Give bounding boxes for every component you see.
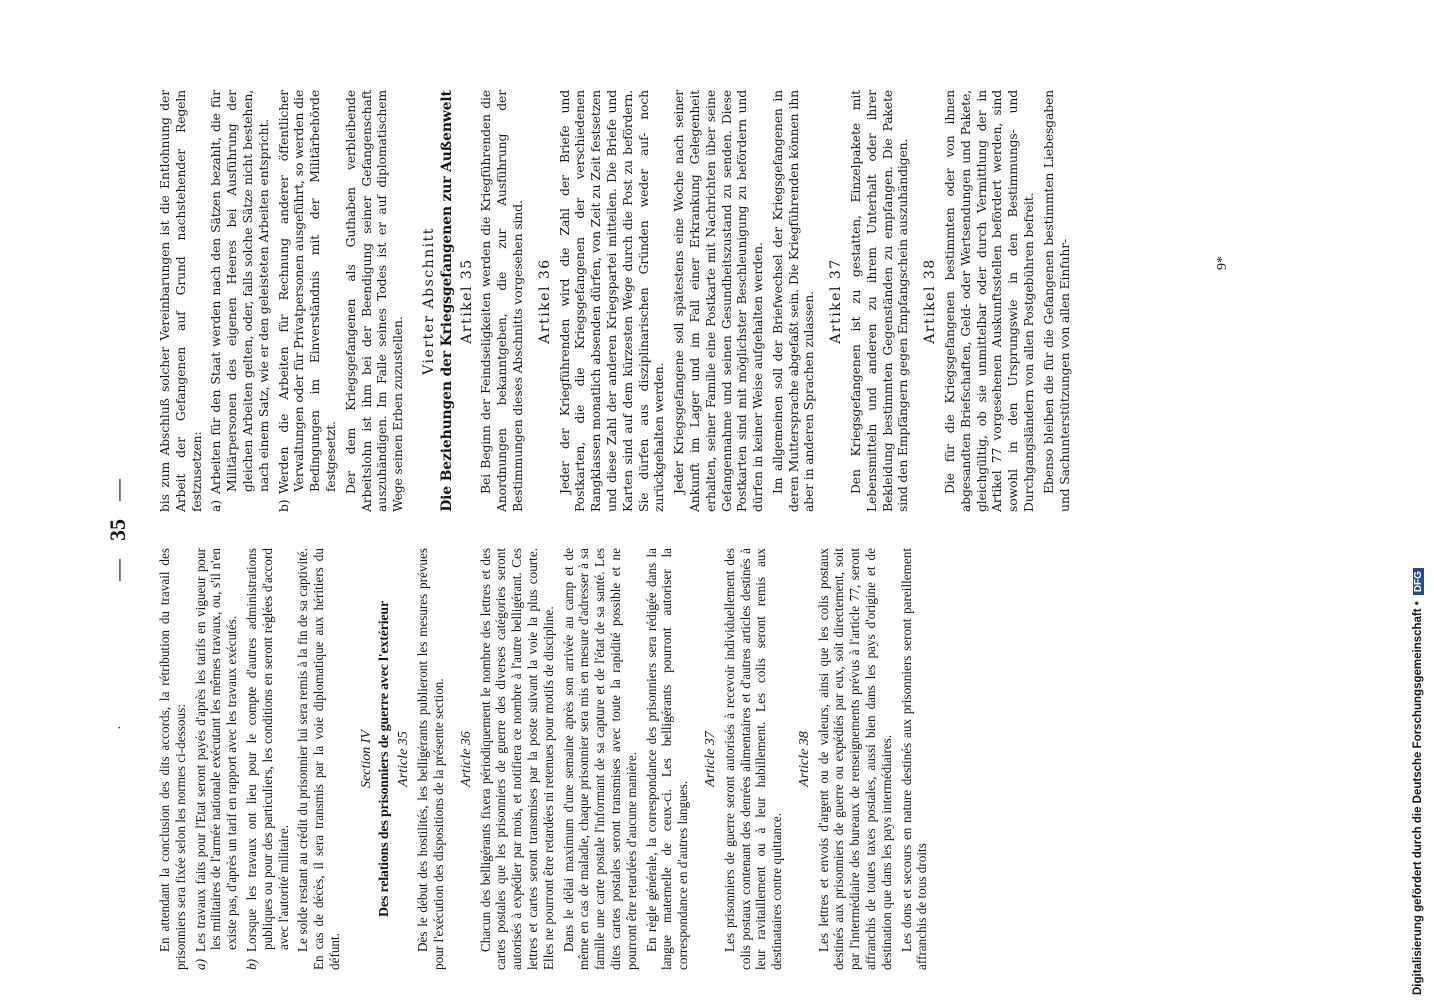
fr-article-heading: Article 37: [702, 731, 718, 787]
fr-list-text: Lorsque les travaux ont lieu pour le compte d'autres administrations publiques ou pour des particuliers, les conditions en seront réglées d'accord avec l'autorité militaire.: [243, 548, 291, 952]
fr-paragraph: Chacun des belligérants fixera périodiquement le nombre des lettres et des cartes postales que les prisonniers de guerre des diverses catégories seront autorisés à expédier par mois, et notifiera ce nombre à l'autre belligérant. Ces lettres et cartes seront transmises par la poste suivant la voie la plus courte. Elles ne pourront être retardées ni retenues pour motifs de discipline.: [477, 548, 556, 970]
dfg-logo: DFG: [1413, 568, 1424, 595]
digitization-credit: [1412, 5, 1424, 995]
fr-list-marker: b): [243, 959, 259, 970]
fr-section-title: Des relations des prisonniers de guerre avec l'extérieur: [376, 600, 392, 918]
fr-section-heading: Section IV: [358, 730, 374, 788]
de-article-heading: Artikel 37: [828, 258, 845, 344]
de-paragraph: Jeder der Kriegführenden wird die Zahl der Briefe und Postkarten, die die Kriegsgefangenen der verschiedenen Rangklassen monatlich absenden dürfen, von Zeit zu Zeit festsetzen und diese Zahl der anderen Kriegspartei mitteilen. Die Briefe und Karten sind auf dem kürzesten Wege durch die Post zu befördern. Sie dürfen aus disziplinarischen Gründen weder auf- noch zurückgehalten werden.: [556, 90, 667, 512]
header-dash-right: —: [105, 479, 130, 501]
fr-paragraph: En attendant la conclusion des dits accords, la rétribution du travail des prisonniers sera fixée selon les normes ci-dessous:: [157, 548, 188, 970]
fr-list-text: Les travaux faits pour l'Etat seront payés d'après les tarifs en vigueur pour les militaires de l'armée nationale exécutant les mêmes travaux, ou, s'il n'en existe pas, d'après un tarif en rapport avec les travaux exécutés.: [192, 548, 240, 952]
de-list-item-b: [276, 90, 339, 512]
de-list-marker: b): [275, 499, 291, 512]
fr-paragraph: Les dons et secours en nature destinés aux prisonniers seront pareillement affranchis de tous droits: [898, 548, 930, 970]
french-column: [157, 548, 934, 970]
de-paragraph: Die für die Kriegsgefangenen bestimmten oder von ihnen abgesandten Briefschaften, Geld- oder Wertsendungen und Pakete, gleichgültig, ob sie unmittelbar oder durch Vermittlung der in Artikel 77 vorgesehenen Auskunftsstellen befördert werden, sind sowohl in den Ursprungswie in den Bestimmungs- und Durchgangsländern von allen Postgebühren befreit.: [942, 90, 1037, 512]
page-number: 35: [105, 519, 130, 541]
digitization-credit-text: Digitalisierung gefördert durch die Deutsche Forschungsgemeinschaft •: [1412, 601, 1424, 995]
rotated-document-page: [95, 90, 1295, 970]
fr-article-heading: Article 35: [396, 731, 412, 787]
fr-list-item-b: [244, 548, 291, 970]
de-list-marker: a): [208, 500, 224, 512]
fr-paragraph: Dès le début des hostilités, les belligérants publieront les mesures prévues pour l'exécution des dispositions de la présente section.: [415, 548, 446, 970]
fr-paragraph: Dans le délai maximum d'une semaine après son arrivée au camp et de même en cas de maladie, chaque prisonnier sera mis en mesure d'adresser à sa famille une carte postale l'informant de sa capture et de l'état de sa santé. Les dites cartes postales seront transmises avec toute la rapidité possible et ne pourront être retardées d'aucune manière.: [560, 548, 639, 970]
de-paragraph: Jeder Kriegsgefangene soll spätestens eine Woche nach seiner Ankunft im Lager und im Fall einer Erkrankung Gelegenheit erhalten, seiner Familie eine Postkarte mit Nachrichten über seine Gefangennahme und seinen Gesundheitszustand zu senden. Diese Postkarten sind mit möglichster Beschleunigung zu befördern und dürfen in keiner Weise aufgehalten werden.: [671, 90, 766, 512]
fr-list-item-a: [193, 548, 240, 970]
fr-article-heading: Article 38: [796, 731, 812, 787]
de-article-heading: Artikel 36: [536, 258, 553, 344]
de-paragraph: bis zum Abschluß solcher Vereinbarungen ist die Entlohnung der Arbeit der Gefangenen auf Grund nachstehender Regeln festzusetzen:: [157, 90, 204, 512]
fr-paragraph: Les lettres et envois d'argent ou de valeurs, ainsi que les colis postaux destinés aux prisonniers de guerre ou expédiés par eux, soit directement, soit par l'intermédiaire des bureaux de renseignements prévus à l'article 77, seront affranchis de toutes taxes postales, aussi bien dans les pays d'origine et de destination que dans les pays intermédiaires.: [815, 548, 894, 970]
de-section-heading: Vierter Abschnitt: [420, 227, 437, 375]
de-list-text: Arbeiten für den Staat werden nach den Sätzen bezahlt, die für Militärpersonen des eigenen Heeres bei Ausführung der gleichen Arbeiten gelten, oder, falls solche Sätze nicht bestehen, nach einem Satz, wie er den geleisteten Arbeiten entspricht.: [208, 90, 271, 494]
de-article-heading: Artikel 38: [922, 258, 939, 344]
fr-paragraph: En règle générale, la correspondance des prisonniers sera rédigée dans la langue maternelle de ceux-ci. Les belligérants pourront autoriser la correspondance en d'autres langues.: [643, 548, 691, 970]
de-list-text: Werden die Arbeiten für Rechnung anderer öffentlicher Verwaltungen oder für Privatpersonen ausgeführt, so werden die Bedingungen im Einverständnis mit der Militärbehörde festgesetzt.: [275, 90, 338, 494]
de-paragraph: Ebenso bleiben die für die Gefangenen bestimmten Liebesgaben und Sachunterstützungen von allen Einfuhr-: [1040, 90, 1072, 512]
fr-paragraph: Le solde restant au crédit du prisonnier lui sera remis à la fin de sa captivité. En cas de décès, il sera transmis par la voie diplomatique aux héritiers du défunt.: [295, 548, 342, 970]
de-paragraph: Der dem Kriegsgefangenen als Guthaben verbleibende Arbeitslohn ist ihm bei der Beendigung seiner Gefangenschaft auszuhändigen. Im Falle seines Todes ist er auf diplomatischem Wege seinen Erben zuzustellen.: [342, 90, 406, 512]
de-section-title: Die Beziehungen der Kriegsgefangenen zur Außenwelt: [438, 90, 455, 512]
signature-mark: 9*: [1215, 256, 1230, 270]
de-paragraph: Im allgemeinen soll der Briefwechsel der Kriegsgefangenen in deren Muttersprache abgefaßt sein. Die Kriegführenden können ihn aber in anderen Sprachen zulassen.: [769, 90, 817, 512]
de-list-item-a: [208, 90, 271, 512]
de-paragraph: Den Kriegsgefangenen ist zu gestatten, Einzelpakete mit Lebensmitteln und anderen zu ihrem Unterhalt oder ihrer Bekleidung bestimmten Gegenständen zu empfangen. Die Pakete sind den Empfängern gegen Empfangschein auszuhändigen.: [848, 90, 911, 512]
de-paragraph: Bei Beginn der Feindseligkeiten werden die Kriegführenden die Anordnungen bekanntgeben, die zur Ausführung der Bestimmungen dieses Abschnitts vorgesehen sind.: [478, 90, 525, 512]
german-column: [157, 90, 1076, 512]
header-dash-left: —: [105, 559, 130, 581]
fr-article-heading: Article 36: [458, 731, 474, 787]
stray-mark: ·: [113, 725, 128, 730]
page-header: [103, 90, 133, 970]
de-article-heading: Artikel 35: [458, 258, 475, 344]
fr-list-marker: a): [192, 959, 208, 970]
fr-paragraph: Les prisonniers de guerre seront autorisés à recevoir individuellement des colis postaux contenant des denrées alimentaires et d'autres articles destinés à leur ravitaillement ou à leur habillement. Les colis seront remis aux destinataires contre quittance.: [721, 548, 785, 970]
